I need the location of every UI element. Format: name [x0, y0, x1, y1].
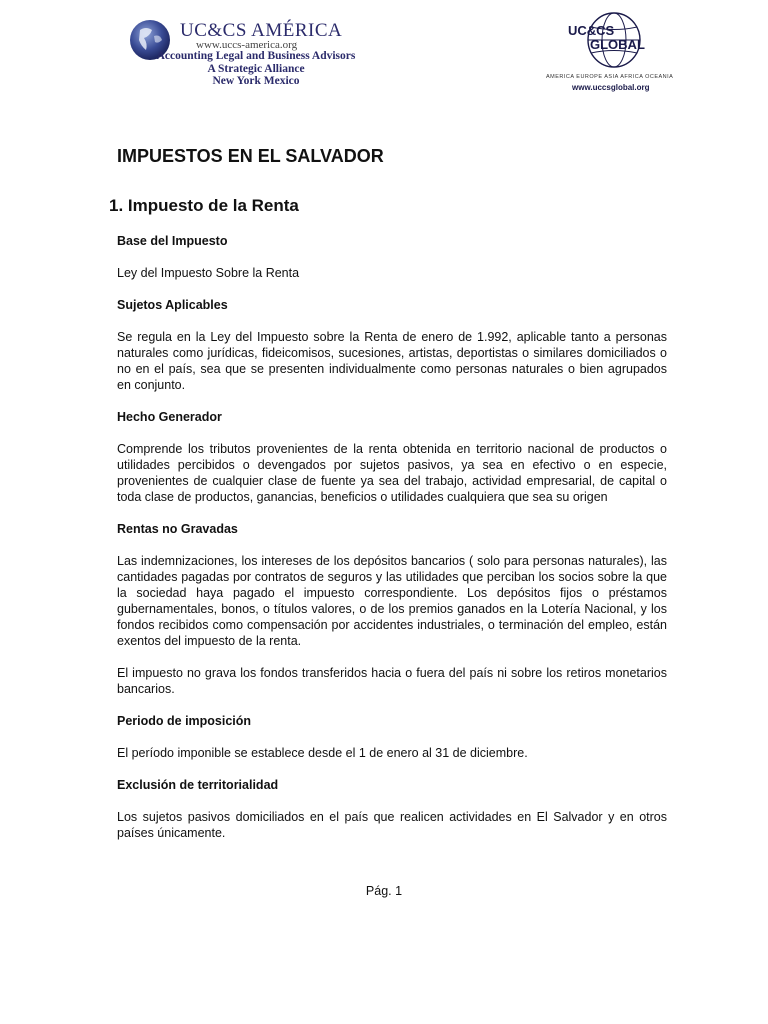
- left-logo-tagline: [156, 50, 356, 88]
- page-number: Pág. 1: [365, 884, 403, 898]
- content-block: [117, 713, 667, 761]
- right-logo-brand-line: GLOBAL: [590, 37, 645, 52]
- block-heading: Hecho Generador: [117, 410, 222, 424]
- block-paragraph: Se regula en la Ley del Impuesto sobre la Renta de enero de 1.992, aplicable tanto a personas naturales como jurídicas, fideicomisos, sucesiones, artistas, deportistas o similares domiciliados o no en el país, sea que se presenten individualmente como personas naturales o bien agrupados en conjunto.: [117, 330, 667, 392]
- uccs-global-logo: [540, 10, 680, 96]
- block-paragraph: Las indemnizaciones, los intereses de los depósitos bancarios ( solo para personas naturales), las cantidades pagadas por contratos de seguros y las utilidades que perciban los socios sobre la que la sociedad haya pagado el impuesto correspondiente. Los depósitos fijos o préstamos gubernamentales, bonos, o títulos valores, o de los premios ganados en la Lotería Nacional, y los fondos recibidos como compensación por accidentes industriales, o terminación del empleo, están exentos del impuesto de la renta.: [117, 554, 667, 648]
- block-heading: Periodo de imposición: [117, 714, 252, 728]
- block-paragraph: Los sujetos pasivos domiciliados en el país que realicen actividades en El Salvador y en otros países únicamente.: [117, 810, 667, 840]
- document-title: IMPUESTOS EN EL SALVADOR: [117, 146, 384, 166]
- block-heading: Rentas no Gravadas: [117, 522, 238, 536]
- left-logo-brand: UC&CS AMÉRICA: [180, 20, 343, 41]
- block-paragraph: El impuesto no grava los fondos transferidos hacia o fuera del país ni sobre los retiros monetarios bancarios.: [117, 666, 667, 696]
- content-block: [117, 777, 667, 841]
- left-logo-url: www.uccs-america.org: [196, 39, 298, 51]
- block-heading: Base del Impuesto: [117, 234, 228, 248]
- document-body: [117, 233, 667, 857]
- content-block: [117, 521, 667, 697]
- tagline-line: New York Mexico: [212, 75, 300, 87]
- content-block: [117, 297, 667, 393]
- block-heading: Exclusión de territorialidad: [117, 778, 279, 792]
- right-logo-url: www.uccsglobal.org: [572, 83, 650, 92]
- block-heading: Sujetos Aplicables: [117, 298, 228, 312]
- block-paragraph: Comprende los tributos provenientes de la renta obtenida en territorio nacional de productos o utilidades percibidos o devengados por sujetos pasivos, ya sea en efectivo o en especie, provenientes de cualquier clase de fuente ya sea del trabajo, actividad empresarial, de capital o toda clase de productos, ganancias, beneficios o utilidades cualquiera que sea su origen: [117, 442, 667, 504]
- content-block: [117, 409, 667, 505]
- uccs-america-logo: [128, 14, 368, 90]
- block-paragraph: Ley del Impuesto Sobre la Renta: [117, 266, 300, 280]
- tagline-line: Accounting Legal and Business Advisors: [156, 50, 356, 62]
- tagline-line: A Strategic Alliance: [207, 62, 305, 75]
- right-logo-regions: AMERICA EUROPE ASIA AFRICA OCEANIA: [546, 74, 674, 80]
- right-logo-brand: [568, 24, 645, 52]
- content-block: [117, 233, 667, 281]
- block-paragraph: El período imponible se establece desde el 1 de enero al 31 de diciembre.: [117, 746, 528, 760]
- right-logo-brand-line: UC&CS: [568, 23, 615, 38]
- section-heading: 1. Impuesto de la Renta: [109, 196, 299, 215]
